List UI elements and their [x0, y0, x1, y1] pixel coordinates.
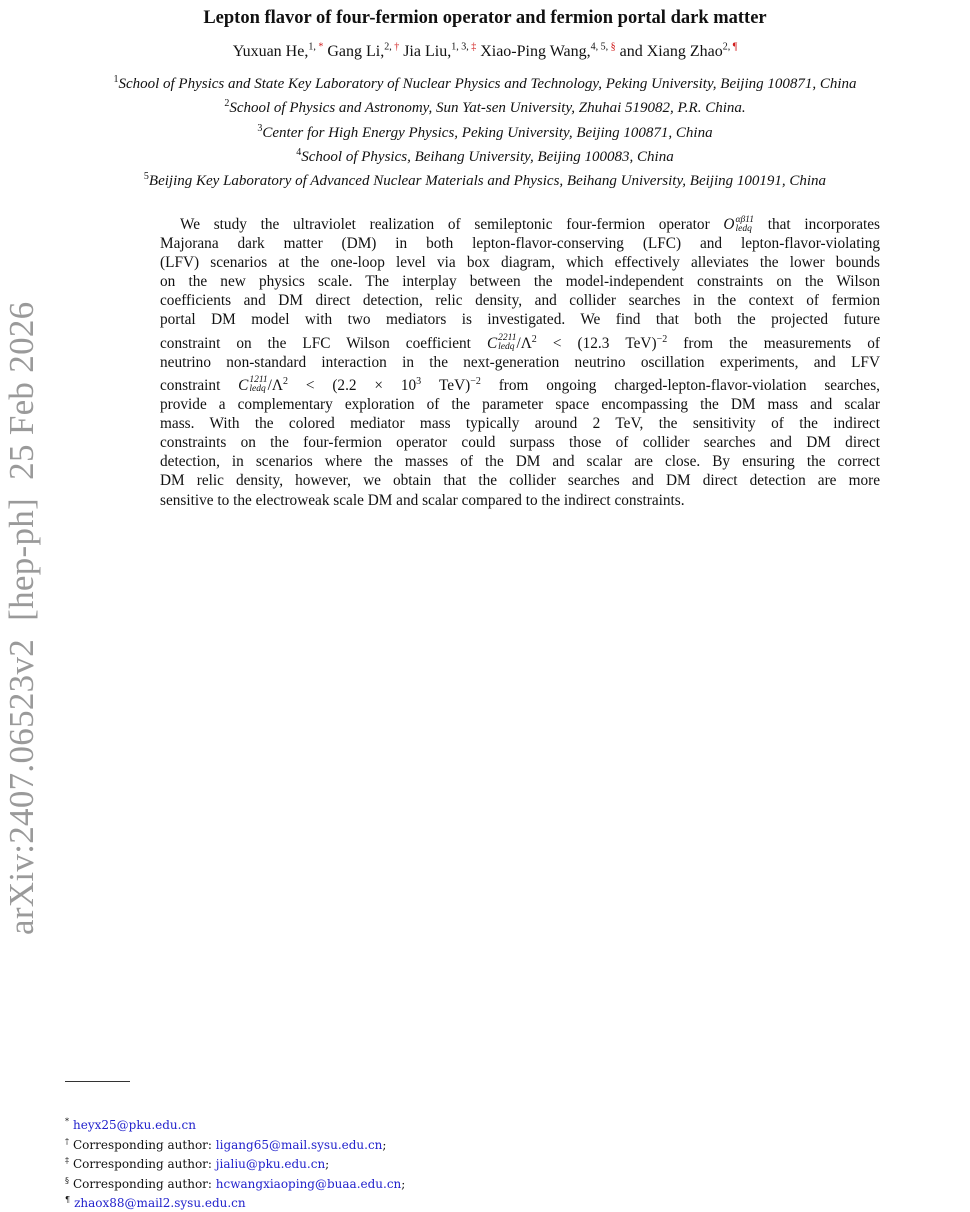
abstract-line: Majorana dark matter (DM) in both lepton-flavor-conserving (LFC) and lepton-flavor-violating [160, 235, 880, 253]
abstract-line: mass. With the colored mediator mass typically around 2 TeV, the sensitivity of the indirect [160, 415, 880, 433]
affiliation: $^5$Beijing Key Laboratory of Advanced Nuclear Materials and Physics, Beihang University, Beijing 100191, China [143, 171, 827, 190]
lfc-constraint-formula: C 2211 ledq $/\Lambda^2 < (12.3$ TeV)$^{-2}$ [486, 333, 668, 353]
abstract-line: constraint on the LFC Wilson coefficient C 2211 ledq $/\Lambda^2 < (12.3$ TeV)$^{-2}$ from the measurements of [160, 333, 880, 353]
abstract-line: (LFV) scenarios at the one-loop level via box diagram, which effectively alleviates the lower bounds [160, 254, 880, 272]
abstract-line: detection, in scenarios where the masses of the DM and scalar are close. By ensuring the correct [160, 453, 880, 471]
footnote-link[interactable]: ‡ [471, 42, 477, 53]
abstract-line: sensitive to the electroweak scale DM and scalar compared to the indirect constraints. [160, 491, 685, 509]
affiliation: $^4$School of Physics, Beihang University, Beijing 100083, China [296, 146, 674, 165]
footnote-link[interactable]: ¶ [732, 42, 738, 53]
author-list [0, 42, 970, 61]
abstract-line: on the new physics scale. The interplay between the model-independent constraints on the Wilson [160, 273, 880, 291]
footnote-link[interactable]: § [610, 42, 616, 53]
abstract-line: We study the ultraviolet realization of semileptonic four-fermion operator O αβ11 ledq that incorporates [180, 214, 880, 234]
abstract [160, 215, 880, 510]
abstract-line: DM relic density, however, we obtain that the collider searches and DM direct detection are more [160, 472, 880, 490]
footnotes [65, 1114, 405, 1212]
author: and Xiang Zhao$^{2, \P}$ [619, 42, 738, 61]
footnote-rule [65, 1081, 130, 1082]
author: Jia Liu,$^{1, 3, \ddagger}$ [403, 42, 477, 61]
affiliation: $^1$School of Physics and State Key Laboratory of Nuclear Physics and Technology, Peking University, Beijing 100871, China [113, 74, 857, 92]
email-link[interactable]: ligang65@mail.sysu.edu.cn [215, 1137, 383, 1152]
author: Xiao-Ping Wang,$^{4, 5, \S}$ [480, 42, 616, 61]
author: Yuxuan He,$^{1, *}$ [232, 42, 324, 61]
affiliation: $^2$School of Physics and Astronomy, Sun Yat-sen University, Zhuhai 519082, P.R. China. [224, 98, 746, 117]
operator-symbol: O αβ11 ledq [723, 214, 754, 234]
affiliation: $^3$Center for High Energy Physics, Peking University, Beijing 100871, China [257, 122, 713, 141]
email-link[interactable]: jialiu@pku.edu.cn [215, 1157, 326, 1171]
lfv-constraint-formula: C 1211 ledq $/\Lambda^2 < (2.2 \times 10^3$ TeV)$^{-2}$ [238, 375, 481, 395]
abstract-line: portal DM model with two mediators is investigated. We find that both the projected future [160, 311, 880, 329]
footnote-link[interactable]: * [318, 42, 324, 53]
footnote: ‡ Corresponding author: jialiu@pku.edu.cn; [65, 1156, 330, 1171]
email-link[interactable]: hcwangxiaoping@buaa.edu.cn [215, 1176, 402, 1191]
footnote: † Corresponding author: ligang65@mail.sysu.edu.cn; [65, 1136, 387, 1152]
footnote: * heyx25@pku.edu.cn [65, 1117, 196, 1132]
email-link[interactable]: zhaox88@mail2.sysu.edu.cn [74, 1196, 246, 1210]
abstract-line: provide a complementary exploration of the parameter space encompassing the DM mass and scalar [160, 396, 880, 414]
abstract-line: constraint C 1211 ledq $/\Lambda^2 < (2.2 \times 10^3$ TeV)$^{-2}$ from ongoing charged-lepton-flavor-violation searches, [160, 375, 880, 395]
footnote: ¶ zhaox88@mail2.sysu.edu.cn [65, 1195, 246, 1210]
footnote-link[interactable]: † [394, 42, 400, 53]
paper-title: Lepton flavor of four-fermion operator and fermion portal dark matter [203, 8, 767, 28]
abstract-line: coefficients and DM direct detection, relic density, and collider searches in the context of fermion [160, 292, 880, 310]
arxiv-watermark: arXiv:2407.06523v2 [hep-ph] 25 Feb 2026 [2, 301, 41, 935]
abstract-line: constraints on the four-fermion operator could surpass those of collider searches and DM direct [160, 434, 880, 452]
author: Gang Li,$^{2, \dagger}$ [327, 42, 400, 61]
footnote: § Corresponding author: hcwangxiaoping@buaa.edu.cn; [65, 1175, 406, 1191]
affiliations [0, 70, 970, 191]
email-link[interactable]: heyx25@pku.edu.cn [73, 1118, 196, 1132]
abstract-line: neutrino non-standard interaction in the next-generation neutrino oscillation experiments, and LFV [160, 353, 880, 371]
